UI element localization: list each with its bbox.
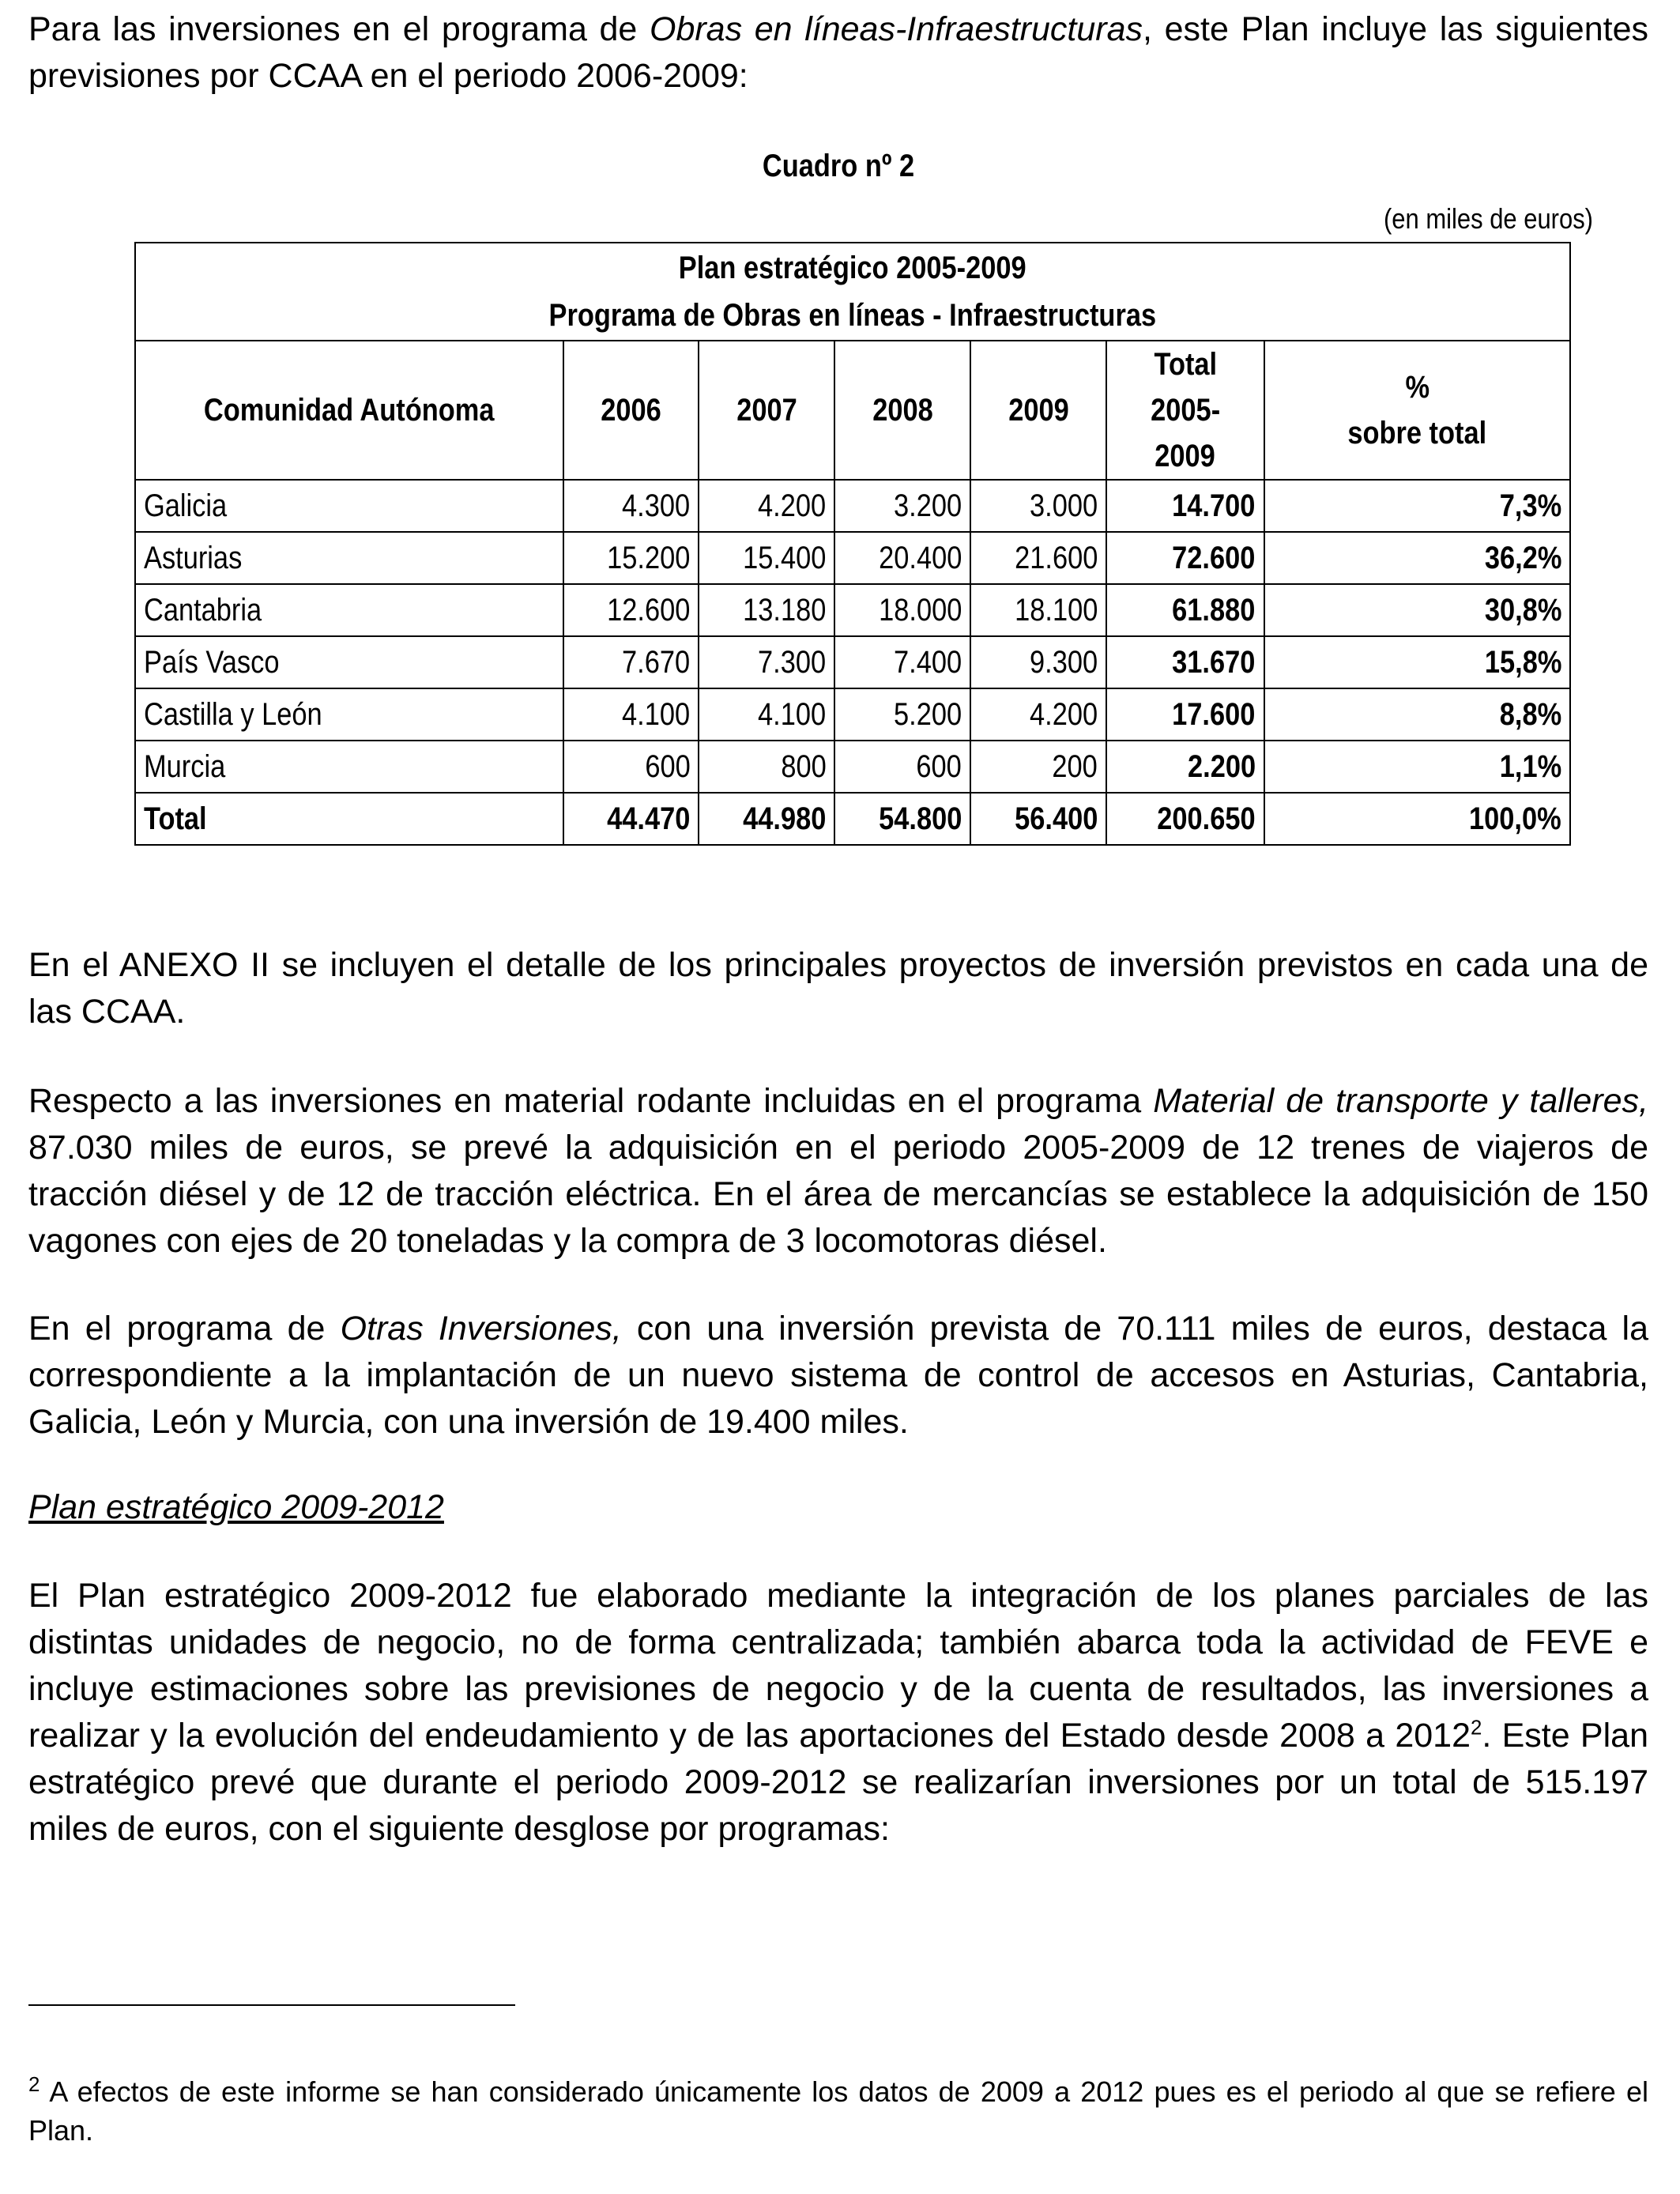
- cell-region: Total: [135, 793, 563, 845]
- table-row: [135, 688, 1570, 741]
- cell-2008: 18.000: [834, 584, 970, 636]
- material-program-name: Material de transporte y talleres,: [1153, 1082, 1648, 1120]
- footnote-number: 2: [28, 2074, 40, 2096]
- cell-2007: 800: [699, 741, 834, 793]
- table-row: [135, 532, 1570, 584]
- table-row: [135, 480, 1570, 532]
- table-header-row: [135, 341, 1570, 480]
- table-row: [135, 636, 1570, 688]
- cell-2007: 4.200: [699, 480, 834, 532]
- material-paragraph: Respecto a las inversiones en material rodante incluidas en el programa Material de transporte y talleres, 87.030 miles de euros, se prevé la adquisición en el periodo 2005-2009 de 12 trenes de viajeros de tracción diésel y de 12 de tracción eléctrica. En el área de mercancías se establece la adquisición de 150 vagones con ejes de 20 toneladas y la compra de 3 locomotoras diésel.: [28, 1082, 1648, 1260]
- investment-table: [134, 242, 1571, 846]
- header-2009: 2009: [970, 341, 1106, 480]
- cell-2009: 9.300: [970, 636, 1106, 688]
- cell-region: Cantabria: [135, 584, 563, 636]
- cell-2007: 7.300: [699, 636, 834, 688]
- cell-2007: 4.100: [699, 688, 834, 741]
- header-2006: 2006: [563, 341, 699, 480]
- cell-2008: 5.200: [834, 688, 970, 741]
- cell-percent: 36,2%: [1264, 532, 1570, 584]
- cell-region: Galicia: [135, 480, 563, 532]
- intro-text-after: , este Plan incluye las siguientes previsiones por CCAA en el periodo 2006-2009:: [28, 10, 1648, 95]
- cell-total: 31.670: [1106, 636, 1264, 688]
- cell-2009: 200: [970, 741, 1106, 793]
- cell-region: Castilla y León: [135, 688, 563, 741]
- table-caption: [135, 243, 1570, 341]
- cell-percent: 7,3%: [1264, 480, 1570, 532]
- table-row: [135, 584, 1570, 636]
- cell-2009: 18.100: [970, 584, 1106, 636]
- cell-region: Murcia: [135, 741, 563, 793]
- table-row: [135, 741, 1570, 793]
- footnote: [28, 2072, 1648, 2150]
- cell-2009: 56.400: [970, 793, 1106, 845]
- table-caption-line1: Plan estratégico 2005-2009: [679, 251, 1026, 285]
- header-total: Total 2005- 2009: [1106, 341, 1264, 480]
- header-percent: % sobre total: [1264, 341, 1570, 480]
- cell-percent: 30,8%: [1264, 584, 1570, 636]
- cell-percent: 15,8%: [1264, 636, 1570, 688]
- cell-percent: 8,8%: [1264, 688, 1570, 741]
- table-total-row: [135, 793, 1570, 845]
- cell-2006: 600: [563, 741, 699, 793]
- cell-2006: 4.100: [563, 688, 699, 741]
- footnote-reference[interactable]: 2: [1471, 1717, 1482, 1740]
- cell-2006: 44.470: [563, 793, 699, 845]
- cell-2007: 15.400: [699, 532, 834, 584]
- intro-text-before: Para las inversiones en el programa de: [28, 10, 650, 48]
- cell-percent: 100,0%: [1264, 793, 1570, 845]
- section-heading: Plan estratégico 2009-2012: [28, 1488, 444, 1526]
- otras-paragraph: En el programa de Otras Inversiones, con una inversión prevista de 70.111 miles de euros, destaca la correspondiente a la implantación de un nuevo sistema de control de accesos en Asturias, Cantabria, Galicia, León y Murcia, con una inversión de 19.400 miles.: [28, 1310, 1648, 1441]
- table-number: Cuadro nº 2: [762, 149, 915, 183]
- anexo-paragraph: En el ANEXO II se incluyen el detalle de los principales proyectos de inversión previstos en cada una de las CCAA.: [28, 946, 1648, 1031]
- plan-paragraph: El Plan estratégico 2009-2012 fue elaborado mediante la integración de los planes parciales de las distintas unidades de negocio, no de forma centralizada; también abarca toda la actividad de FEVE e incluye estimaciones sobre las previsiones de negocio y de la cuenta de resultados, las inversiones a realizar y la evolución del endeudamiento y de las aportaciones del Estado desde 2008 a 2012$^2$. Este Plan estratégico prevé que durante el periodo 2009-2012 se realizarían inversiones por un total de 515.197 miles de euros, con el siguiente desglose por programas:: [28, 1577, 1648, 1848]
- cell-total: 72.600: [1106, 532, 1264, 584]
- cell-2008: 54.800: [834, 793, 970, 845]
- table-units: (en miles de euros): [1383, 202, 1593, 235]
- cell-2009: 3.000: [970, 480, 1106, 532]
- cell-total: 2.200: [1106, 741, 1264, 793]
- footnote-separator: [28, 2004, 515, 2006]
- cell-2007: 13.180: [699, 584, 834, 636]
- cell-2009: 4.200: [970, 688, 1106, 741]
- table-caption-row: [135, 243, 1570, 341]
- cell-2008: 600: [834, 741, 970, 793]
- cell-2006: 12.600: [563, 584, 699, 636]
- cell-2006: 15.200: [563, 532, 699, 584]
- cell-2008: 7.400: [834, 636, 970, 688]
- cell-2006: 7.670: [563, 636, 699, 688]
- cell-total: 61.880: [1106, 584, 1264, 636]
- cell-2009: 21.600: [970, 532, 1106, 584]
- otras-program-name: Otras Inversiones,: [340, 1310, 622, 1348]
- cell-2008: 3.200: [834, 480, 970, 532]
- cell-region: País Vasco: [135, 636, 563, 688]
- header-2007: 2007: [699, 341, 834, 480]
- cell-total: 17.600: [1106, 688, 1264, 741]
- header-2008: 2008: [834, 341, 970, 480]
- cell-2008: 20.400: [834, 532, 970, 584]
- intro-program-name: Obras en líneas-Infraestructuras: [650, 10, 1143, 48]
- header-region: Comunidad Autónoma: [135, 341, 563, 480]
- cell-2007: 44.980: [699, 793, 834, 845]
- footnote-text: A efectos de este informe se han considerado únicamente los datos de 2009 a 2012 pues es el periodo al que se refiere el Plan.: [28, 2075, 1648, 2147]
- cell-2006: 4.300: [563, 480, 699, 532]
- table-caption-line2: Programa de Obras en líneas - Infraestructuras: [548, 298, 1157, 333]
- cell-percent: 1,1%: [1264, 741, 1570, 793]
- intro-paragraph: [28, 6, 1648, 100]
- cell-total: 200.650: [1106, 793, 1264, 845]
- cell-total: 14.700: [1106, 480, 1264, 532]
- cell-region: Asturias: [135, 532, 563, 584]
